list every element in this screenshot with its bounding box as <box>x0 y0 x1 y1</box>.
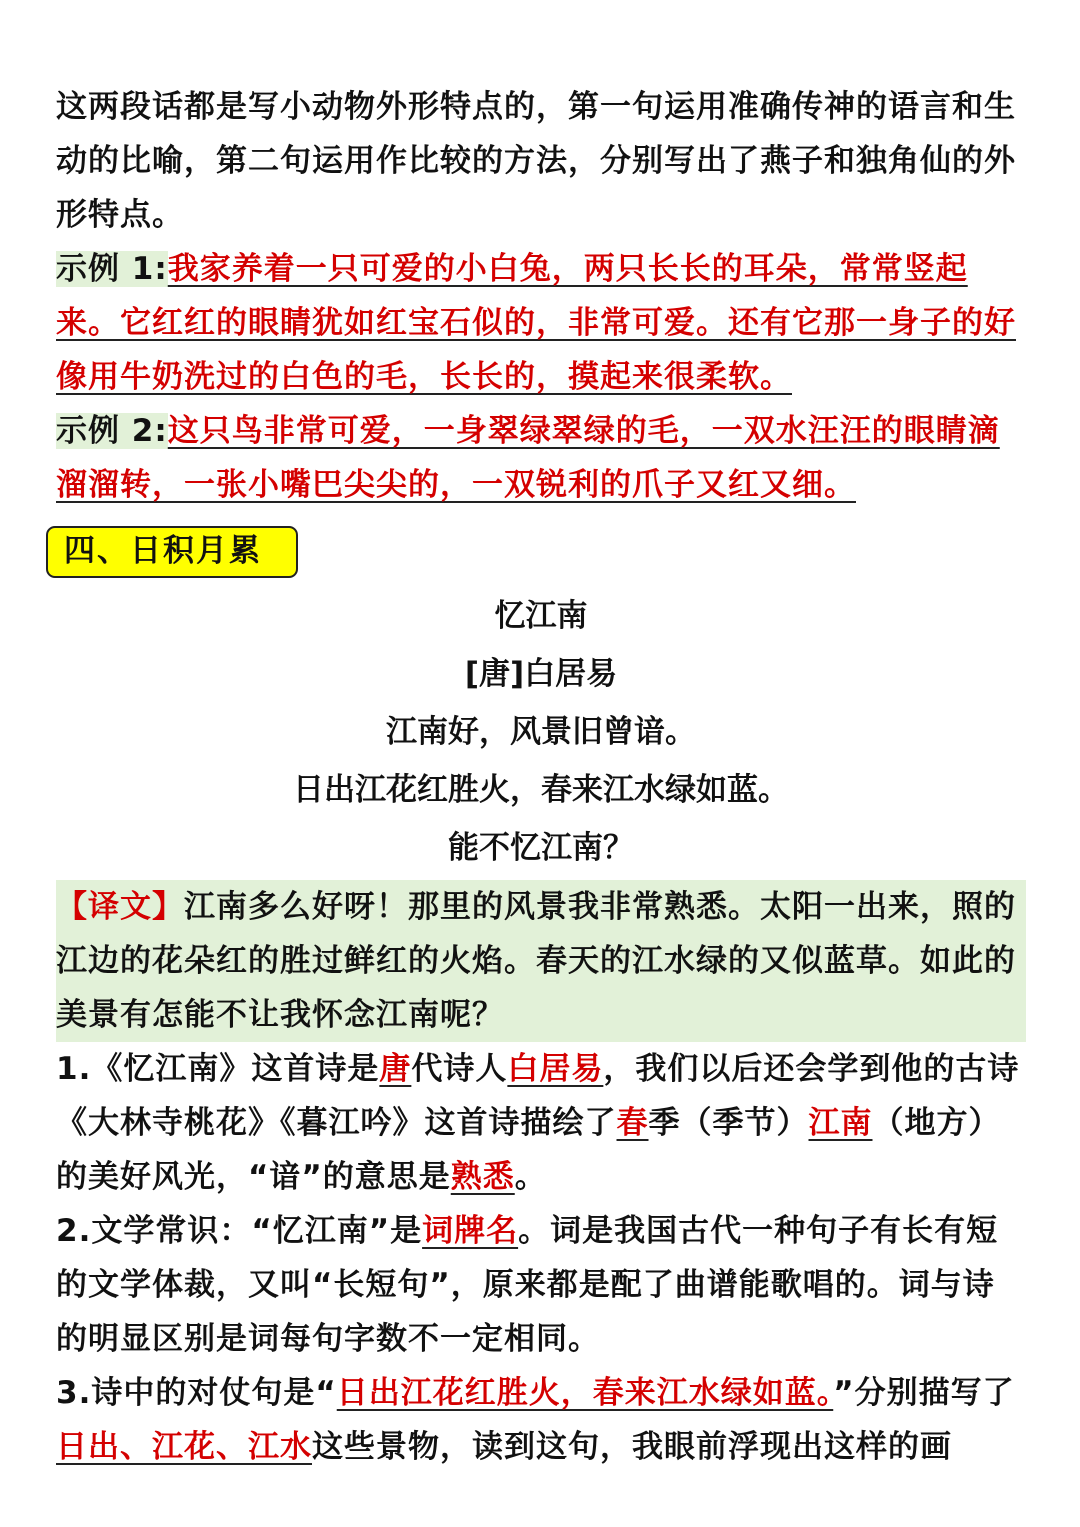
poem-title: 忆江南 <box>494 598 588 634</box>
q1-text-2: 代诗人 <box>411 1051 508 1087</box>
translation-label: 【译文】 <box>56 889 184 925</box>
question-1 <box>56 1042 1026 1204</box>
q1-answer-season: 春 <box>616 1105 649 1141</box>
q1-answer-place: 江南 <box>808 1105 873 1141</box>
q1-text-5: （地方）的美好风光，“谙”的意思是 <box>56 1105 1001 1195</box>
q2-text-2: 。词是我国古代一种句子有长有短的文学体裁，又叫“长短句”，原来都是配了曲谱能歌唱的。词与诗的明显区别是词每句字数不一定相同。 <box>56 1213 999 1357</box>
example-2-label: 示例 2: <box>56 413 168 449</box>
poem-author: [唐]白居易 <box>464 656 618 692</box>
q1-text-6: 。 <box>514 1159 547 1195</box>
example-2-text: 这只鸟非常可爱，一身翠绿翠绿的毛，一双水汪汪的眼睛滴溜溜转，一张小嘴巴尖尖的，一双锐利的爪子又红又细。 <box>56 413 1000 503</box>
q1-text-1: 1.《忆江南》这首诗是 <box>56 1051 380 1087</box>
translation-text: 江南多么好呀！那里的风景我非常熟悉。太阳一出来，照的江边的花朵红的胜过鲜红的火焰。春天的江水绿的又似蓝草。如此的美景有怎能不让我怀念江南呢？ <box>56 889 1016 1033</box>
q2-text-1: 2.文学常识：“忆江南”是 <box>56 1213 423 1249</box>
q3-text-1: 3.诗中的对仗句是“ <box>56 1375 337 1411</box>
section-title: 四、日积月累 <box>46 526 298 578</box>
q2-answer: 词牌名 <box>422 1213 519 1249</box>
document-page <box>56 80 1026 1474</box>
q1-text-3: ，我们以后还会学到他的古诗《大林寺桃花》《暮江吟》这首诗描绘了 <box>56 1051 1020 1141</box>
poem-line-2: 日出江花红胜火，春来江水绿如蓝。 <box>293 772 789 808</box>
q1-answer-meaning: 熟悉 <box>450 1159 515 1195</box>
q3-text-2: ”分别描写了 <box>833 1375 1015 1411</box>
example-1-text: 我家养着一只可爱的小白兔，两只长长的耳朵，常常竖起来。它红红的眼睛犹如红宝石似的，非常可爱。还有它那一身子的好像用牛奶洗过的白色的毛，长长的，摸起来很柔软。 <box>56 251 1016 395</box>
q3-answer-scenery: 日出、江花、江水 <box>56 1429 312 1465</box>
poem <box>56 588 1026 876</box>
example-2 <box>56 404 1026 512</box>
poem-line-3: 能不忆江南？ <box>448 830 634 866</box>
q3-answer-couplet: 日出江花红胜火，春来江水绿如蓝。 <box>336 1375 834 1411</box>
question-3 <box>56 1366 1026 1474</box>
question-2 <box>56 1204 1026 1366</box>
q1-text-4: 季（季节） <box>648 1105 809 1141</box>
poem-line-1: 江南好，风景旧曾谙。 <box>386 714 696 750</box>
example-1 <box>56 242 1026 404</box>
q1-answer-poet: 白居易 <box>507 1051 604 1087</box>
intro-paragraph: 这两段话都是写小动物外形特点的，第一句运用准确传神的语言和生动的比喻，第二句运用作比较的方法，分别写出了燕子和独角仙的外形特点。 <box>56 89 1016 233</box>
translation <box>56 880 1026 1042</box>
example-1-label: 示例 1: <box>56 251 168 287</box>
q3-text-3: 这些景物，读到这句，我眼前浮现出这样的画 <box>312 1429 952 1465</box>
q1-answer-dynasty: 唐 <box>379 1051 412 1087</box>
